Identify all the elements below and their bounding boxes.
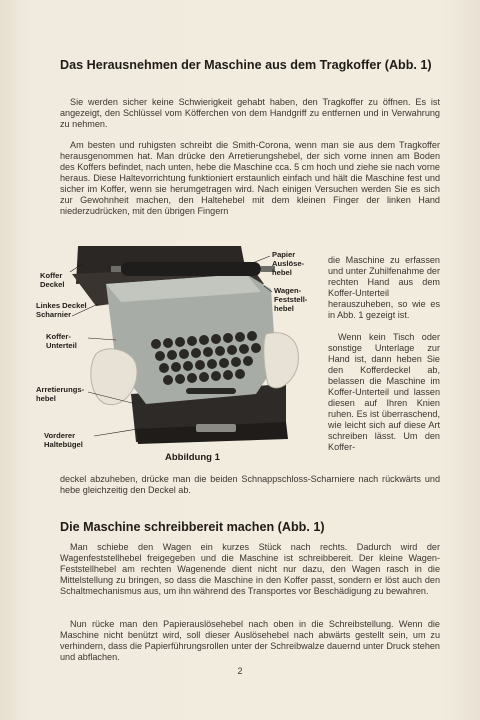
page-number: 2 bbox=[237, 666, 243, 676]
right-hand-shape bbox=[264, 333, 299, 388]
callout-arretierungshebel: Arretierungs-hebel bbox=[36, 385, 85, 403]
paragraph-lid-removal: deckel abzuheben, drücke man die beiden Schnappschloss-Scharniere nach rückwärts und hebe gleichzeitig den Deckel ab. bbox=[60, 474, 440, 495]
callout-koffer-deckel: Koffer Deckel bbox=[40, 271, 65, 289]
section-heading-removal: Das Herausnehmen der Maschine aus dem Tragkoffer (Abb. 1) bbox=[60, 58, 432, 72]
paragraph-paper-release: Nun rücke man den Papierauslösehebel nach oben in die Schreibstellung. Wenn die Maschine nicht benützt wird, soll dieser Auslösehebel nach abwärts gestellt sein, um zu verhindern, dass die Papierführungsrollen unter der Schreibwalze dauernd unter Druck stehen und abflachen. bbox=[60, 619, 440, 662]
front-bar-shape bbox=[196, 424, 236, 432]
callout-linkes-deckel-scharnier: Linkes Deckel Scharnier bbox=[36, 301, 87, 319]
paragraph-carriage: Man schiebe den Wagen ein kurzes Stück nach rechts. Dadurch wird der Wagenfeststellhebel freigegeben und die Maschine ist schreibbereit. Der kleine Wagen-Feststellhebel am rechten Wagenende dient nicht nur dazu, den Wagen rasch in die Mittelstellung zu bringen, so dass die Maschine in den Koffer passt, sondern er löst auch den Schaltmechanismus aus, um ihn während des Transportes vor Beschädigung zu bewahren. bbox=[60, 542, 440, 596]
side-column-text bbox=[328, 255, 440, 464]
spacebar-shape bbox=[186, 388, 236, 394]
figure-caption: Abbildung 1 bbox=[165, 452, 220, 463]
callout-wagen-feststellhebel: Wagen-Feststell-hebel bbox=[274, 286, 308, 313]
paragraph-remove-machine: Am besten und ruhigsten schreibt die Smith-Corona, wenn man sie aus dem Tragkoffer herausgenommen hat. Man drücke den Arretierungshebel, der sich vorne innen am Boden des Koffers befindet, nach unten, hebe die Maschine cca. 5 cm hoch und ziehe sie nach vorne heraus. Diese Haltevorrichtung funktioniert erstaunlich einfach und hält die Maschine fest und sicher im Koffer, wenn sie herumgetragen wird. Nach einigen Versuchen werden Sie es sich zur Gewohnheit machen, den Haltehebel mit dem kleinen Finger der linken Hand niederzudrücken, mit den übrigen Fingern bbox=[60, 140, 440, 216]
platen-shape bbox=[121, 262, 261, 276]
section-heading-ready: Die Maschine schreibbereit machen (Abb. 1) bbox=[60, 520, 325, 534]
side-paragraph-no-table: Wenn kein Tisch oder sonstige Unterlage zur Hand ist, dann heben Sie den Kofferdeckel ab, belassen die Maschine im Koffer-Unterteil und lassen diesen auf Ihren Knien ruhen. Es ist überraschend, wie leicht sich auf diese Art schreiben lässt. Um den Koffer- bbox=[328, 332, 440, 452]
callout-papier-ausloesehebel: Papier Auslöse-hebel bbox=[272, 250, 305, 277]
side-paragraph-lift: die Maschine zu erfassen und unter Zuhilfenahme der rechten Hand aus dem Koffer-Unterteil herauszuheben, so wie es in Abb. 1 gezeigt ist. bbox=[328, 255, 440, 320]
paragraph-key-removal: Sie werden sicher keine Schwierigkeit gehabt haben, den Tragkoffer zu öffnen. Es ist angezeigt, den Schlüssel vom Köfferchen von dem Handgriff zu entfernen und in Verwahrung zu nehmen. bbox=[60, 97, 440, 129]
callout-vorderer-haltebuegel: Vorderer Haltebügel bbox=[44, 431, 83, 449]
callout-koffer-unterteil: Koffer-Unterteil bbox=[46, 332, 77, 350]
